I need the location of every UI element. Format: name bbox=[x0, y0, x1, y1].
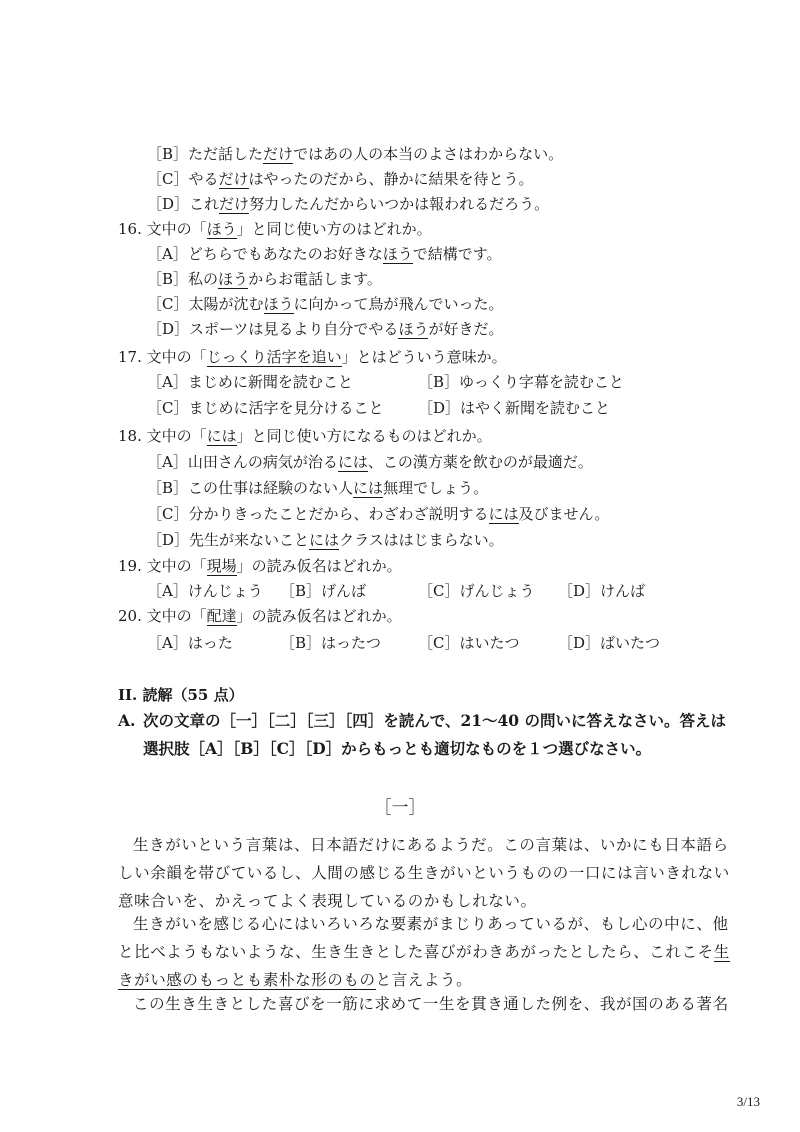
option-text: はいたつ bbox=[459, 634, 520, 652]
question-text: 」と同じ使い方のはどれか。 bbox=[236, 220, 432, 238]
q16-option-d bbox=[147, 318, 503, 340]
instruction-line-1: 次の文章の［一］［二］［三］［四］を読んで、21～40 の問いに答えなさい。答えは bbox=[143, 711, 726, 730]
q15-option-d bbox=[147, 193, 549, 215]
underlined-word: 現場 bbox=[206, 557, 237, 575]
underlined-word: ほう bbox=[218, 270, 249, 288]
option-text: げんじょう bbox=[459, 582, 535, 600]
passage-p3-line1: この生き生きとした喜びを一筋に求めて一生を貫き通した例を、我が国のある著名 bbox=[133, 995, 729, 1013]
option-text: 無理でしょう。 bbox=[383, 479, 489, 497]
option-text: が好きだ。 bbox=[428, 320, 504, 338]
question-text: 文中の「 bbox=[146, 220, 207, 238]
question-text: 」の読み仮名はどれか。 bbox=[236, 557, 402, 575]
option-text: ではあの人の本当のよさはわからない。 bbox=[293, 145, 564, 163]
option-marker: ［B］ bbox=[280, 634, 322, 652]
option-text: 努力したんだからいつかは報われるだろう。 bbox=[249, 195, 550, 213]
option-text: どちらでもあなたのお好きな bbox=[187, 245, 383, 263]
q18-option-a bbox=[147, 451, 593, 473]
option-text: はったつ bbox=[321, 634, 382, 652]
option-text: まじめに活字を見分けること bbox=[188, 399, 384, 417]
option-text: はった bbox=[187, 634, 233, 652]
option-marker: ［D］ bbox=[147, 195, 190, 213]
q20-option-b bbox=[280, 632, 381, 654]
option-marker: ［A］ bbox=[147, 453, 188, 471]
question-number: 17. bbox=[118, 348, 142, 366]
option-marker: ［A］ bbox=[147, 245, 188, 263]
option-text: ばいたつ bbox=[600, 634, 661, 652]
q20-question bbox=[118, 605, 402, 627]
q15-option-c bbox=[147, 168, 534, 190]
passage-text: と言えよう。 bbox=[375, 971, 473, 989]
question-text: 」と同じ使い方になるものはどれか。 bbox=[236, 427, 492, 445]
option-marker: ［D］ bbox=[558, 582, 601, 600]
option-text: からお電話します。 bbox=[248, 270, 382, 288]
option-marker: ［B］ bbox=[147, 479, 189, 497]
option-marker: ［B］ bbox=[280, 582, 322, 600]
q19-option-d bbox=[558, 580, 645, 602]
q18-option-d bbox=[147, 529, 504, 551]
underlined-word: ほう bbox=[206, 220, 237, 238]
option-marker: ［B］ bbox=[418, 373, 460, 391]
q18-option-b bbox=[147, 477, 488, 499]
option-text: 太陽が沈む bbox=[188, 295, 264, 313]
underlined-word: だけ bbox=[219, 195, 250, 213]
option-marker: ［C］ bbox=[147, 295, 189, 313]
option-text: けんば bbox=[600, 582, 646, 600]
option-text: 私の bbox=[188, 270, 219, 288]
q19-option-a bbox=[147, 580, 263, 602]
option-marker: ［D］ bbox=[147, 320, 190, 338]
q16-option-c bbox=[147, 293, 504, 315]
option-marker: ［D］ bbox=[147, 531, 190, 549]
passage-text: と比べようもないような、生き生きとした喜びがわきあがったとしたら、これこそ bbox=[118, 943, 714, 961]
passage-p1-line1: 生きがいという言葉は、日本語だけにあるようだ。この言葉は、いかにも日本語ら bbox=[133, 836, 729, 854]
question-text: 」とはどういう意味か。 bbox=[341, 348, 507, 366]
option-text: ただ話した bbox=[188, 145, 264, 163]
underlined-word: 配達 bbox=[206, 607, 237, 625]
option-marker: ［D］ bbox=[558, 634, 601, 652]
option-text: この仕事は経験のない人 bbox=[188, 479, 354, 497]
q19-option-b bbox=[280, 580, 366, 602]
passage-p2-line1: 生きがいを感じる心にはいろいろな要素がまじりあっているが、もし心の中に、他 bbox=[133, 915, 729, 933]
q20-option-c bbox=[418, 632, 520, 654]
option-text: に向かって鳥が飛んでいった。 bbox=[293, 295, 504, 313]
question-text: 文中の「 bbox=[146, 348, 207, 366]
option-text: ゆっくり字幕を読むこと bbox=[459, 373, 624, 391]
q16-question bbox=[118, 218, 432, 240]
q17-option-d bbox=[418, 397, 610, 419]
question-number: 18. bbox=[118, 427, 142, 445]
option-text: やる bbox=[188, 170, 219, 188]
underlined-word: には bbox=[206, 427, 237, 445]
instruction-line-2: 選択肢［A］［B］［C］［D］からもっとも適切なものを１つ選びなさい。 bbox=[143, 739, 652, 758]
option-text: けんじょう bbox=[187, 582, 263, 600]
option-marker: ［C］ bbox=[147, 505, 189, 523]
passage-p2-line2 bbox=[118, 941, 730, 963]
underlined-phrase: 生 bbox=[713, 943, 730, 961]
question-number: 19. bbox=[118, 557, 142, 575]
option-marker: ［C］ bbox=[147, 170, 189, 188]
underlined-phrase: きがい感のもっとも素朴な形のもの bbox=[118, 971, 376, 989]
question-text: 文中の「 bbox=[146, 557, 207, 575]
option-text: これ bbox=[189, 195, 220, 213]
question-text: 」の読み仮名はどれか。 bbox=[236, 607, 402, 625]
q19-question bbox=[118, 555, 402, 577]
section-heading: II. 読解（55 点） bbox=[118, 686, 244, 704]
q20-option-a bbox=[147, 632, 233, 654]
option-marker: ［B］ bbox=[147, 145, 189, 163]
question-text: 文中の「 bbox=[146, 607, 207, 625]
q18-question bbox=[118, 425, 492, 447]
q17-option-b bbox=[418, 371, 624, 393]
option-marker: ［B］ bbox=[147, 270, 189, 288]
option-text: げんば bbox=[321, 582, 367, 600]
q18-option-c bbox=[147, 503, 609, 525]
underlined-word: には bbox=[337, 453, 368, 471]
q17-option-a bbox=[147, 371, 353, 393]
option-text: はやく新聞を読むこと bbox=[460, 399, 611, 417]
underlined-word: ほう bbox=[263, 295, 294, 313]
option-text: まじめに新聞を読むこと bbox=[187, 373, 353, 391]
underlined-word: には bbox=[309, 531, 340, 549]
option-marker: ［C］ bbox=[418, 634, 460, 652]
option-marker: ［D］ bbox=[418, 399, 461, 417]
q20-option-d bbox=[558, 632, 660, 654]
passage-title: ［一］ bbox=[374, 798, 426, 818]
q17-option-c bbox=[147, 397, 384, 419]
option-text: で結構です。 bbox=[412, 245, 502, 263]
option-text: スポーツは見るより自分でやる bbox=[189, 320, 399, 338]
passage-p2-line3 bbox=[118, 969, 472, 991]
page-number: 3/13 bbox=[736, 1094, 760, 1109]
option-text: クラスははじまらない。 bbox=[339, 531, 504, 549]
option-text: 及びません。 bbox=[518, 505, 610, 523]
passage-p1-line3: 意味合いを、かえってよく表現しているのかもしれない。 bbox=[118, 892, 537, 910]
option-marker: ［C］ bbox=[147, 399, 189, 417]
instruction-label: A. bbox=[118, 711, 136, 730]
underlined-word: ほう bbox=[382, 245, 413, 263]
underlined-word: だけ bbox=[263, 145, 294, 163]
option-marker: ［A］ bbox=[147, 582, 188, 600]
q17-question bbox=[118, 346, 507, 368]
question-number: 16. bbox=[118, 220, 142, 238]
option-text: 山田さんの病気が治る bbox=[187, 453, 338, 471]
underlined-word: ほう bbox=[398, 320, 429, 338]
underlined-word: じっくり活字を追い bbox=[206, 348, 342, 366]
option-marker: ［C］ bbox=[418, 582, 460, 600]
underlined-word: には bbox=[353, 479, 384, 497]
option-marker: ［A］ bbox=[147, 634, 188, 652]
option-text: はやったのだから、静かに結果を待とう。 bbox=[248, 170, 534, 188]
q16-option-a bbox=[147, 243, 502, 265]
passage-p1-line2: しい余韻を帯びているし、人間の感じる生きがいというものの一口には言いきれない bbox=[118, 864, 730, 882]
q15-option-b bbox=[147, 143, 563, 165]
q19-option-c bbox=[418, 580, 535, 602]
question-text: 文中の「 bbox=[146, 427, 207, 445]
option-text: 分かりきったことだから、わざわざ説明する bbox=[188, 505, 489, 523]
option-text: 先生が来ないこと bbox=[189, 531, 310, 549]
question-number: 20. bbox=[118, 607, 142, 625]
option-marker: ［A］ bbox=[147, 373, 188, 391]
option-text: 、この漢方薬を飲むのが最適だ。 bbox=[367, 453, 593, 471]
underlined-word: だけ bbox=[218, 170, 249, 188]
underlined-word: には bbox=[488, 505, 519, 523]
q16-option-b bbox=[147, 268, 382, 290]
